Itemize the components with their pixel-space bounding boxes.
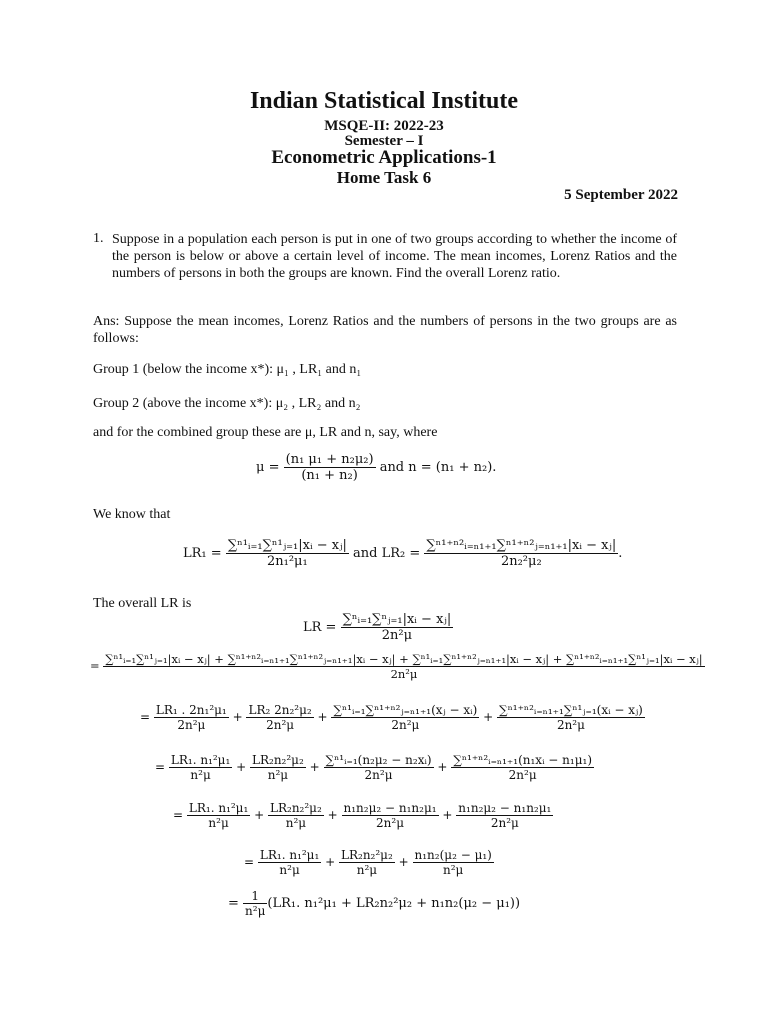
step4-term2-den: n²μ bbox=[268, 815, 324, 830]
step6-equals: = bbox=[228, 896, 239, 911]
lr-mid-text: and LR₂ = bbox=[353, 546, 421, 561]
step5-equation bbox=[244, 848, 494, 877]
lr-lhs: LR = bbox=[303, 620, 337, 635]
mu-fraction bbox=[284, 452, 376, 483]
semester-label: Semester – I bbox=[344, 133, 424, 149]
lr1-lr2-equation bbox=[183, 538, 622, 569]
step3-term3-den: 2n²μ bbox=[324, 767, 434, 782]
step4-plus3: + bbox=[442, 808, 453, 822]
step5-equals: = bbox=[244, 855, 255, 869]
step4-term4 bbox=[456, 801, 553, 830]
step1-equals: = bbox=[90, 658, 100, 673]
step1-numerator: ∑ⁿ¹ᵢ₌₁∑ⁿ¹ⱼ₌₁|xᵢ − xⱼ| + ∑ⁿ¹⁺ⁿ²ᵢ₌ₙ₁₊₁∑ⁿ¹⁺ⁿ²ⱼ₌ₙ₁₊₁|xᵢ − xⱼ| + ∑ⁿ¹ᵢ₌₁∑ⁿ¹⁺ⁿ²ⱼ₌ₙ₁₊₁|xᵢ − xⱼ| + ∑ⁿ¹⁺ⁿ²ᵢ₌ₙ₁₊₁∑ⁿ¹ⱼ₌₁|xᵢ − xⱼ| bbox=[105, 652, 703, 666]
step6-equation bbox=[228, 889, 520, 918]
lr2-numerator: ∑ⁿ¹⁺ⁿ²ᵢ₌ₙ₁₊₁∑ⁿ¹⁺ⁿ²ⱼ₌ₙ₁₊₁|xᵢ − xⱼ| bbox=[426, 538, 617, 553]
date-label: 5 September 2022 bbox=[564, 187, 678, 203]
step4-plus2: + bbox=[327, 808, 338, 822]
step2-term4-num: ∑ⁿ¹⁺ⁿ²ᵢ₌ₙ₁₊₁∑ⁿ¹ⱼ₌₁(xᵢ − xⱼ) bbox=[499, 703, 643, 717]
lr2-denominator: 2n₂²μ₂ bbox=[424, 553, 618, 569]
step2-term1-den: 2n²μ bbox=[154, 717, 229, 732]
question-text: Suppose in a population each person is put in one of two groups according to whether the income of the person is below or above a certain level of income. The mean incomes, Lorenz Ratios and the numbers of persons in both the groups are known. Find the overall Lorenz ratio. bbox=[112, 232, 677, 281]
step1-fraction bbox=[103, 652, 704, 681]
step5-term3-num: n₁n₂(μ₂ − μ₁) bbox=[414, 848, 492, 862]
step6-fraction bbox=[243, 889, 267, 918]
group2-line: Group 2 (above the income x*): μ₂ , LR₂ and n₂ bbox=[93, 396, 361, 411]
step3-term3-num: ∑ⁿ¹ᵢ₌₁(n₂μ₂ − n₂xᵢ) bbox=[325, 753, 432, 767]
step5-term1 bbox=[258, 848, 321, 877]
step4-term4-num: n₁n₂μ₂ − n₁n₂μ₁ bbox=[458, 801, 552, 815]
step4-term2-num: LR₂n₂²μ₂ bbox=[270, 801, 322, 815]
lr-denominator: 2n²μ bbox=[341, 627, 454, 643]
step4-equation bbox=[173, 801, 553, 830]
step2-term4 bbox=[497, 703, 645, 732]
step3-equation bbox=[155, 753, 594, 782]
combined-line: and for the combined group these are μ, LR and n, say, where bbox=[93, 425, 438, 440]
institute-title: Indian Statistical Institute bbox=[249, 88, 519, 114]
step3-term3 bbox=[324, 753, 434, 782]
lr1-denominator: 2n₁²μ₁ bbox=[226, 553, 349, 569]
step1-equation bbox=[90, 652, 705, 681]
step4-plus1: + bbox=[254, 808, 265, 822]
step2-equals: = bbox=[140, 710, 151, 724]
step3-term2 bbox=[250, 753, 306, 782]
mu-equation bbox=[256, 452, 496, 483]
step6-numerator: 1 bbox=[251, 889, 260, 903]
step2-equation bbox=[140, 703, 645, 732]
step3-term1-den: n²μ bbox=[169, 767, 232, 782]
step3-plus3: + bbox=[437, 760, 448, 774]
step2-term1-num: LR₁ . 2n₁²μ₁ bbox=[155, 703, 227, 717]
step5-plus1: + bbox=[325, 855, 336, 869]
step3-term4-num: ∑ⁿ¹⁺ⁿ²ᵢ₌ₙ₁₊₁(n₁xᵢ − n₁μ₁) bbox=[453, 753, 592, 767]
step5-term2-den: n²μ bbox=[339, 862, 395, 877]
step3-term1 bbox=[169, 753, 232, 782]
step4-term1-num: LR₁. n₁²μ₁ bbox=[188, 801, 249, 815]
lr2-period: . bbox=[618, 546, 623, 561]
step4-term3-num: n₁n₂μ₂ − n₁n₂μ₁ bbox=[343, 801, 437, 815]
step4-term3 bbox=[342, 801, 439, 830]
step4-term1 bbox=[187, 801, 250, 830]
lr2-fraction bbox=[424, 538, 618, 569]
step6-rest: (LR₁. n₁²μ₁ + LR₂n₂²μ₂ + n₁n₂(μ₂ − μ₁)) bbox=[267, 896, 521, 911]
step3-plus2: + bbox=[309, 760, 320, 774]
step2-plus3: + bbox=[483, 710, 494, 724]
step2-term2-num: LR₂ 2n₂²μ₂ bbox=[248, 703, 312, 717]
step2-term3-num: ∑ⁿ¹ᵢ₌₁∑ⁿ¹⁺ⁿ²ⱼ₌ₙ₁₊₁(xⱼ − xᵢ) bbox=[333, 703, 478, 717]
we-know-line: We know that bbox=[93, 507, 171, 522]
lr-overall-equation bbox=[303, 612, 453, 643]
step5-plus2: + bbox=[398, 855, 409, 869]
program-label: MSQE-II: 2022-23 bbox=[324, 118, 444, 134]
step3-term2-den: n²μ bbox=[250, 767, 306, 782]
step2-term2-den: 2n²μ bbox=[246, 717, 313, 732]
mu-rhs: and n = (n₁ + n₂). bbox=[379, 460, 497, 475]
mu-lhs: μ = bbox=[256, 460, 280, 475]
step3-equals: = bbox=[155, 760, 166, 774]
step2-plus1: + bbox=[232, 710, 243, 724]
answer-intro: Ans: Suppose the mean incomes, Lorenz Ratios and the numbers of persons in the two groups are as follows: bbox=[93, 314, 677, 346]
overall-line: The overall LR is bbox=[93, 596, 192, 611]
group1-line: Group 1 (below the income x*): μ₁ , LR₁ and n₁ bbox=[93, 362, 362, 377]
step2-term2 bbox=[246, 703, 313, 732]
step4-term4-den: 2n²μ bbox=[456, 815, 553, 830]
step2-term4-den: 2n²μ bbox=[497, 717, 645, 732]
task-title: Home Task 6 bbox=[336, 168, 432, 187]
lr-fraction bbox=[341, 612, 454, 643]
question-number: 1. bbox=[93, 231, 104, 246]
mu-denominator: (n₁ + n₂) bbox=[284, 467, 376, 483]
step3-term4 bbox=[451, 753, 594, 782]
mu-numerator: (n₁ μ₁ + n₂μ₂) bbox=[285, 452, 374, 467]
step1-denominator: 2n²μ bbox=[103, 666, 704, 681]
step5-term1-den: n²μ bbox=[258, 862, 321, 877]
lr1-numerator: ∑ⁿ¹ᵢ₌₁∑ⁿ¹ⱼ₌₁|xᵢ − xⱼ| bbox=[227, 538, 347, 553]
step2-term3 bbox=[331, 703, 479, 732]
step3-term1-num: LR₁. n₁²μ₁ bbox=[170, 753, 231, 767]
lr-numerator: ∑ⁿᵢ₌₁∑ⁿⱼ₌₁|xᵢ − xⱼ| bbox=[342, 612, 452, 627]
step6-denominator: n²μ bbox=[245, 904, 266, 918]
step4-term2 bbox=[268, 801, 324, 830]
lr1-fraction bbox=[226, 538, 349, 569]
step5-term2-num: LR₂n₂²μ₂ bbox=[341, 848, 393, 862]
step4-equals: = bbox=[173, 808, 184, 822]
step2-plus2: + bbox=[317, 710, 328, 724]
lr1-lhs: LR₁ = bbox=[183, 546, 222, 561]
step5-term1-num: LR₁. n₁²μ₁ bbox=[259, 848, 320, 862]
course-title: Econometric Applications-1 bbox=[271, 147, 497, 168]
step4-term3-den: 2n²μ bbox=[342, 815, 439, 830]
step5-term2 bbox=[339, 848, 395, 877]
step2-term3-den: 2n²μ bbox=[331, 717, 479, 732]
step3-plus1: + bbox=[236, 760, 247, 774]
step3-term4-den: 2n²μ bbox=[451, 767, 594, 782]
step5-term3 bbox=[413, 848, 494, 877]
step2-term1 bbox=[154, 703, 229, 732]
step4-term1-den: n²μ bbox=[187, 815, 250, 830]
step5-term3-den: n²μ bbox=[413, 862, 494, 877]
step3-term2-num: LR₂n₂²μ₂ bbox=[252, 753, 304, 767]
